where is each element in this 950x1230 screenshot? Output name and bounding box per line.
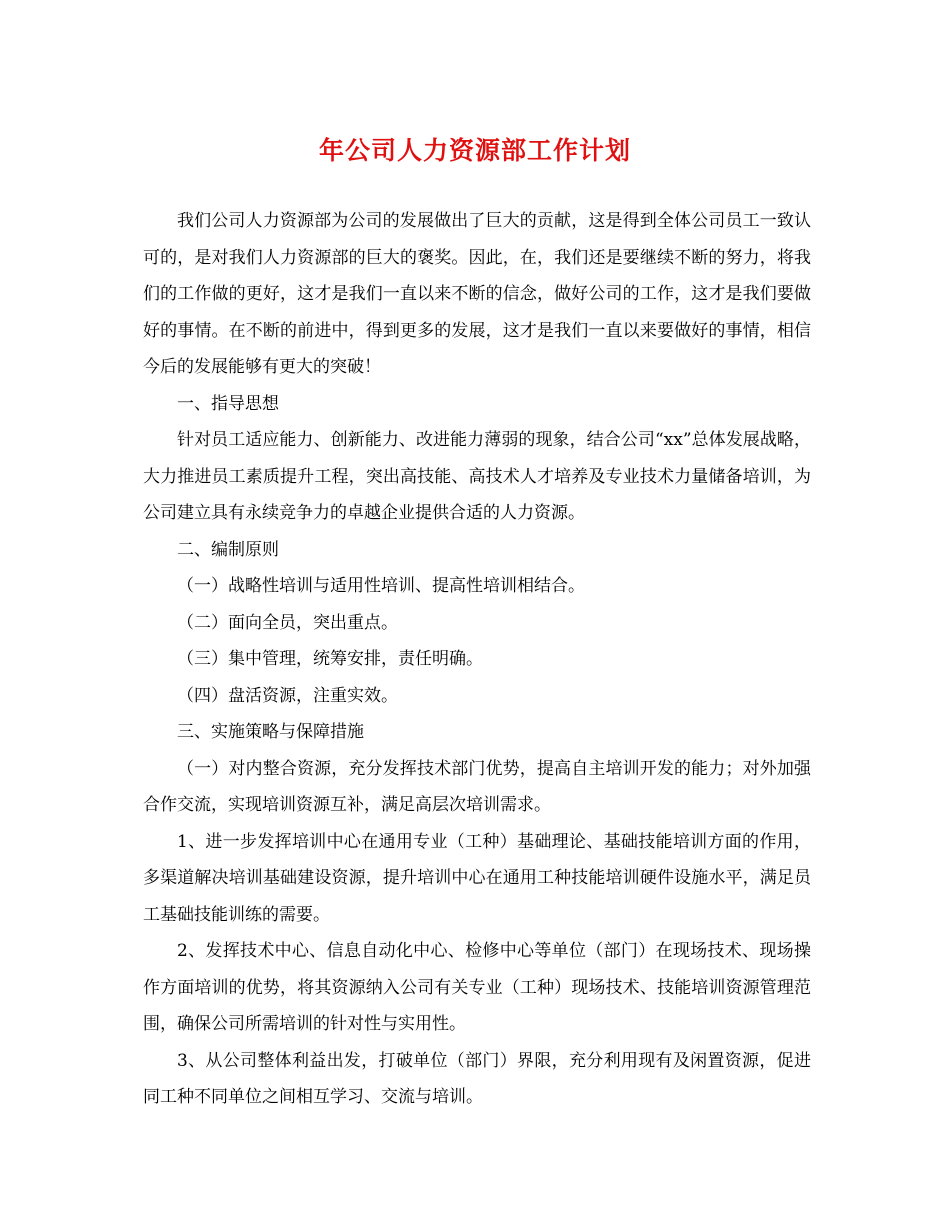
section-heading-guiding-ideology: 一、指导思想 xyxy=(177,393,279,414)
section-heading-principles: 二、编制原则 xyxy=(177,539,279,560)
strategy-point-1: 1、进一步发挥培训中心在通用专业（工种）基础理论、基础技能培训方面的作用，多渠道解决培训基础建设资源，提升培训中心在通用工种技能培训硬件设施水平，满足员工基础技能训练的需要。 xyxy=(143,831,811,925)
strategy-item-1: （一）对内整合资源，充分发挥技术部门优势，提高自主培训开发的能力；对外加强合作交流，实现培训资源互补，满足高层次培训需求。 xyxy=(143,758,811,815)
strategy-point-2: 2、发挥技术中心、信息自动化中心、检修中心等单位（部门）在现场技术、现场操作方面培训的优势，将其资源纳入公司有关专业（工种）现场技术、技能培训资源管理范围，确保公司所需培训的针对性与实用性。 xyxy=(143,941,811,1034)
principle-item-1: （一）战略性培训与适用性培训、提高性培训相结合。 xyxy=(177,576,585,596)
section-heading-strategies: 三、实施策略与保障措施 xyxy=(177,722,364,742)
principle-item-2: （二）面向全员，突出重点。 xyxy=(177,612,398,633)
principle-item-3: （三）集中管理，统筹安排，责任明确。 xyxy=(177,649,483,669)
guiding-ideology-paragraph: 针对员工适应能力、创新能力、改进能力薄弱的现象，结合公司“xx”总体发展战略，大力推进员工素质提升工程，突出高技能、高技术人才培养及专业技术力量储备培训，为公司建立具有永续竞争力的卓越企业提供合适的人力资源。 xyxy=(143,430,811,523)
principle-item-4: （四）盘活资源，注重实效。 xyxy=(177,685,398,706)
document-body xyxy=(143,203,811,1116)
strategy-point-3: 3、从公司整体利益出发，打破单位（部门）界限，充分利用现有及闲置资源，促进同工种不同单位之间相互学习、交流与培训。 xyxy=(143,1050,811,1107)
document-title: 年公司人力资源部工作计划 xyxy=(318,136,631,165)
intro-paragraph: 我们公司人力资源部为公司的发展做出了巨大的贡献，这是得到全体公司员工一致认可的，是对我们人力资源部的巨大的褒奖。因此，在，我们还是要继续不断的努力，将我们的工作做的更好，这才是我们一直以来不断的信念，做好公司的工作，这才是我们要做好的事情。在不断的前进中，得到更多的发展，这才是我们一直以来要做好的事情，相信今后的发展能够有更大的突破！ xyxy=(143,211,811,377)
